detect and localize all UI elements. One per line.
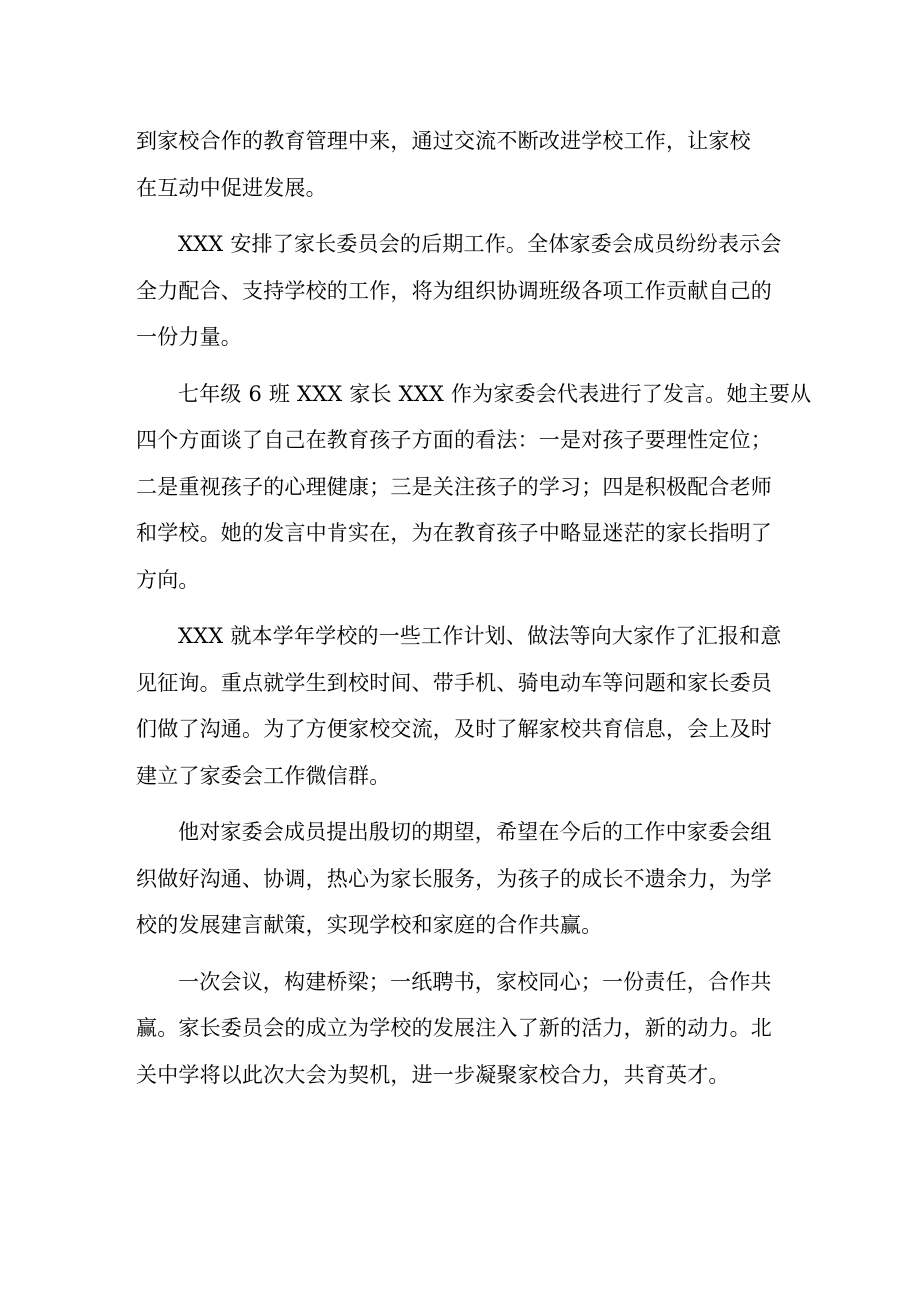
paragraph-line: 赢。家长委员会的成立为学校的发展注入了新的活力，新的动力。北: [136, 1016, 772, 1040]
paragraph-1: [136, 118, 782, 211]
paragraph-line: 关中学将以此次大会为契机，进一步凝聚家校合力，共育英才。: [136, 1062, 730, 1087]
paragraph-line: XXX 安排了家长委员会的后期工作。全体家委会成员纷纷表示会: [178, 232, 782, 256]
paragraph-line: XXX 就本学年学校的一些工作计划、做法等向大家作了汇报和意: [178, 624, 782, 648]
paragraph-line: 见征询。重点就学生到校时间、带手机、骑电动车等问题和家长委员: [136, 670, 772, 695]
paragraph-line: 全力配合、支持学校的工作，将为组织协调班级各项工作贡献自己的: [136, 278, 772, 303]
paragraph-line: 一份力量。: [136, 325, 242, 349]
document-body: [136, 118, 812, 1098]
paragraph-line: 建立了家委会工作微信群。: [136, 763, 391, 788]
paragraph-line: 七年级 6 班 XXX 家长 XXX 作为家委会代表进行了发言。她主要从: [178, 381, 812, 406]
paragraph-4: [136, 613, 782, 799]
paragraph-6: [136, 959, 782, 1099]
paragraph-line: 二是重视孩子的心理健康；三是关注孩子的学习；四是积极配合老师: [136, 474, 772, 499]
paragraph-line: 方向。: [136, 567, 200, 592]
paragraph-5: [136, 809, 782, 949]
paragraph-line: 织做好沟通、协调，热心为家长服务，为孩子的成长不遗余力，为学: [136, 866, 772, 891]
paragraph-line: 们做了沟通。为了方便家校交流，及时了解家校共育信息，会上及时: [136, 717, 772, 741]
paragraph-line: 到家校合作的教育管理中来，通过交流不断改进学校工作，让家校: [136, 129, 751, 153]
paragraph-line: 一次会议，构建桥梁；一纸聘书，家校同心；一份责任，合作共: [178, 969, 772, 994]
paragraph-line: 他对家委会成员提出殷切的期望，希望在今后的工作中家委会组: [178, 820, 772, 844]
paragraph-line: 和学校。她的发言中肯实在，为在教育孩子中略显迷茫的家长指明了: [136, 521, 772, 545]
paragraph-3: [136, 371, 812, 604]
paragraph-line: 校的发展建言献策，实现学校和家庭的合作共赢。: [136, 913, 603, 937]
paragraph-2: [136, 221, 782, 361]
paragraph-line: 四个方面谈了自己在教育孩子方面的看法：一是对孩子要理性定位；: [136, 428, 772, 452]
paragraph-line: 在互动中促进发展。: [136, 175, 327, 200]
